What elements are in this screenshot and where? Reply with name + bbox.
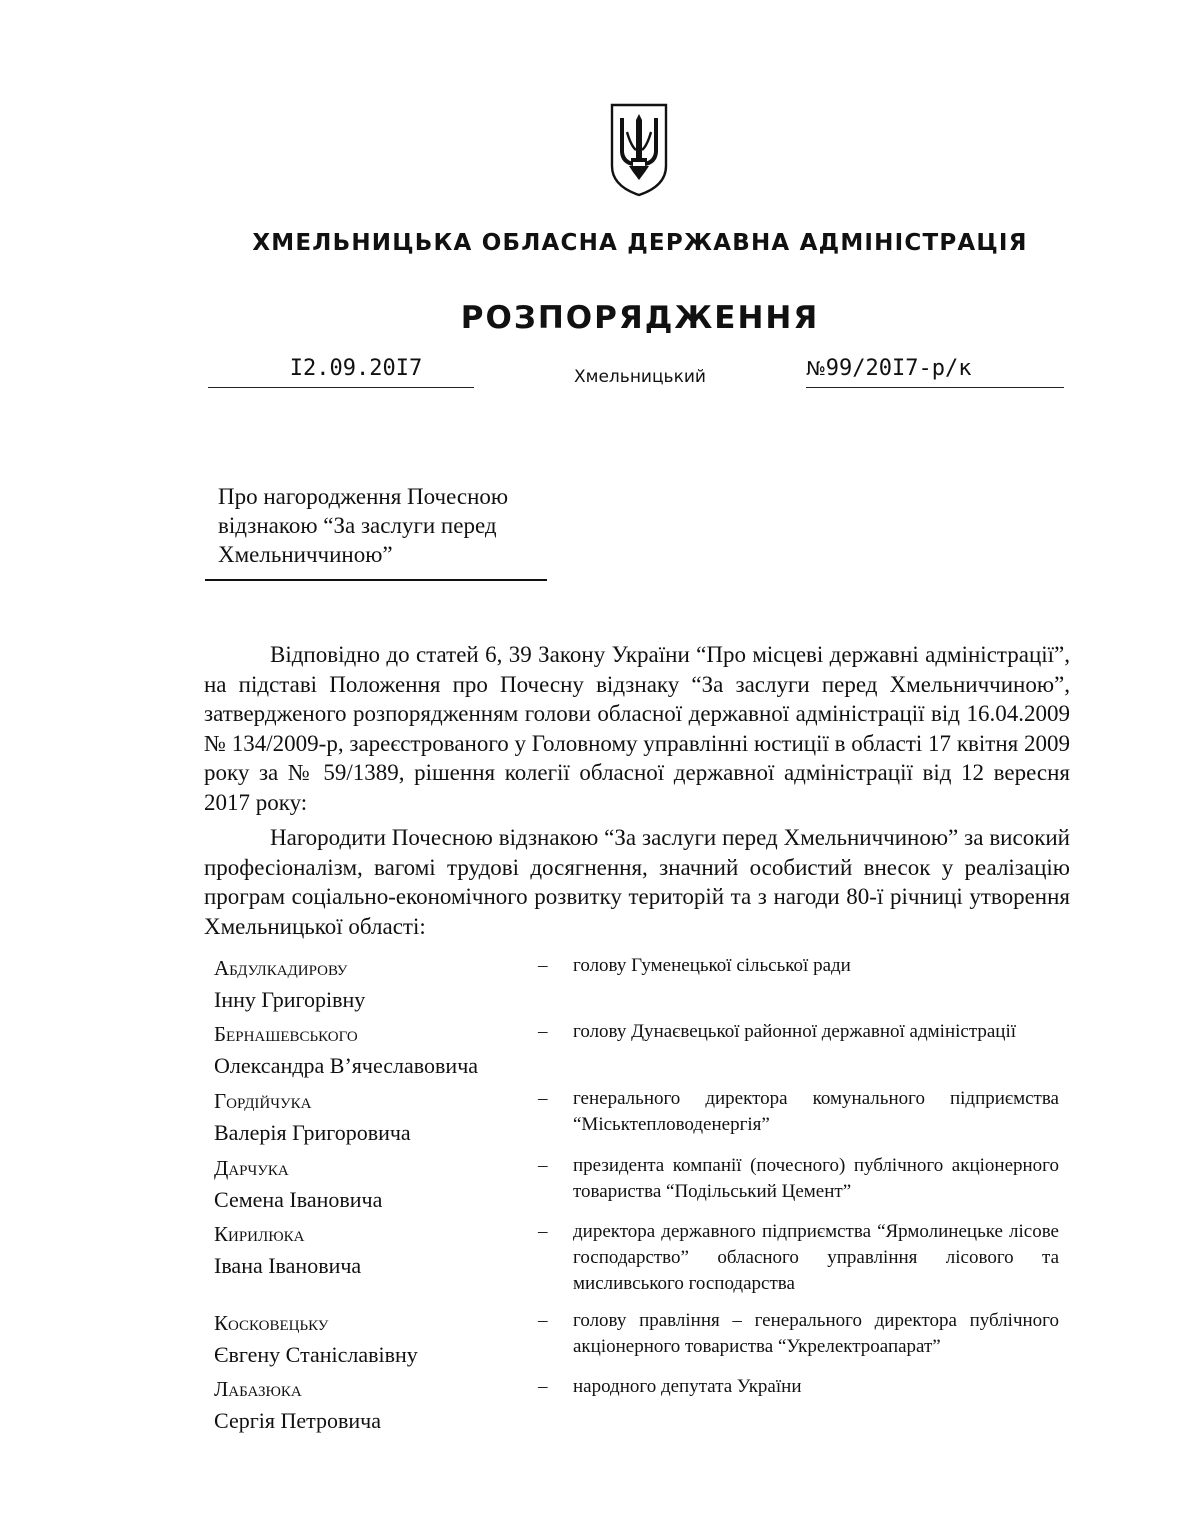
awardee-row	[204, 1308, 1070, 1374]
awardee-row	[204, 953, 1070, 1019]
awardee-position: генерального директора комунального підприємства “Міськтепловоденергія”	[573, 1088, 1059, 1135]
awardee-given-name: Олександра В’ячеславовича	[214, 1053, 479, 1078]
awardee-list	[204, 953, 1070, 1440]
awardee-surname: Абдулкадирову	[214, 956, 348, 980]
awardee-position: голову Гуменецької сільської ради	[573, 955, 851, 976]
organization-title: ХМЕЛЬНИЦЬКА ОБЛАСНА ДЕРЖАВНА АДМІНІСТРАЦІЯ	[252, 230, 1028, 256]
dash: –	[538, 1021, 548, 1042]
awardee-row	[204, 1374, 1070, 1440]
dash: –	[538, 955, 548, 976]
awardee-surname: Гордійчука	[214, 1089, 312, 1113]
awardee-surname: Дарчука	[214, 1156, 289, 1180]
awardee-row	[204, 1019, 1070, 1086]
awardee-row	[204, 1153, 1070, 1219]
subject-line: Хмельниччиною”	[218, 542, 393, 567]
awardee-position: директора державного підприємства “Ярмолинецьке лісове господарство” обласного управління лісового та мисливського господарства	[573, 1221, 1059, 1294]
decision-paragraph: Нагородити Почесною відзнакою “За заслуги перед Хмельниччиною” за високий професіоналізм, вагомі трудові досягнення, значний особистий внесок у реалізацію програм соціально-економічного розвитку територій та з нагоди 80-ї річниці утворення Хмельницької області:	[204, 825, 1070, 939]
document-subject	[205, 482, 547, 581]
awardee-name	[214, 1019, 534, 1081]
awardee-row	[204, 1086, 1070, 1153]
tryzub-icon	[609, 102, 669, 198]
subject-line: Про нагородження Почесною	[218, 484, 509, 509]
awardee-surname: Косковецьку	[214, 1311, 329, 1335]
awardee-name	[214, 1086, 534, 1148]
document-city: Хмельницький	[574, 367, 706, 387]
awardee-position: народного депутата України	[573, 1376, 802, 1397]
dash: –	[538, 1221, 548, 1242]
awardee-position: голову правління – генерального директора публічного акціонерного товариства “Укрелектроапарат”	[573, 1310, 1059, 1357]
awardee-given-name: Семена Івановича	[214, 1187, 383, 1212]
document-date: I2.09.20I7	[208, 356, 474, 388]
awardee-given-name: Сергія Петровича	[214, 1408, 381, 1433]
awardee-row	[204, 1219, 1070, 1308]
dash: –	[538, 1155, 548, 1176]
awardee-surname: Лабазюка	[214, 1377, 302, 1401]
awardee-surname: Бернашевського	[214, 1022, 358, 1046]
awardee-position: голову Дунаєвецької районної державної адміністрації	[573, 1021, 1017, 1042]
awardee-given-name: Івана Івановича	[214, 1253, 362, 1278]
document-type-heading: РОЗПОРЯДЖЕННЯ	[460, 300, 820, 336]
preamble-paragraph: Відповідно до статей 6, 39 Закону України “Про місцеві державні адміністрації”, на підставі Положення про Почесну відзнаку “За заслуги перед Хмельниччиною”, затвердженого розпорядженням голови обласної державної адміністрації від 16.04.2009 № 134/2009-р, зареєстрованого у Головному управлінні юстиції в області 17 квітня 2009 року за № 59/1389, рішення колегії обласної державної адміністрації від 12 вересня 2017 року:	[204, 642, 1070, 815]
awardee-surname: Кирилюка	[214, 1222, 305, 1246]
dash: –	[538, 1376, 548, 1397]
awardee-given-name: Інну Григорівну	[214, 987, 366, 1012]
subject-line: відзнакою “За заслуги перед	[218, 513, 497, 538]
document-number-field	[806, 356, 1064, 388]
awardee-name	[214, 953, 534, 1015]
dash: –	[538, 1310, 548, 1331]
awardee-position: президента компанії (почесного) публічного акціонерного товариства “Подільський Цемент”	[573, 1155, 1059, 1202]
awardee-name	[214, 1153, 534, 1215]
awardee-name	[214, 1374, 534, 1436]
awardee-given-name: Євгену Станіславівну	[214, 1342, 418, 1367]
dash: –	[538, 1088, 548, 1109]
awardee-name	[214, 1219, 534, 1281]
awardee-name	[214, 1308, 534, 1370]
awardee-given-name: Валерія Григоровича	[214, 1120, 411, 1145]
number-sign: №	[806, 358, 826, 380]
document-number: 99/20I7-р/к	[825, 356, 972, 381]
